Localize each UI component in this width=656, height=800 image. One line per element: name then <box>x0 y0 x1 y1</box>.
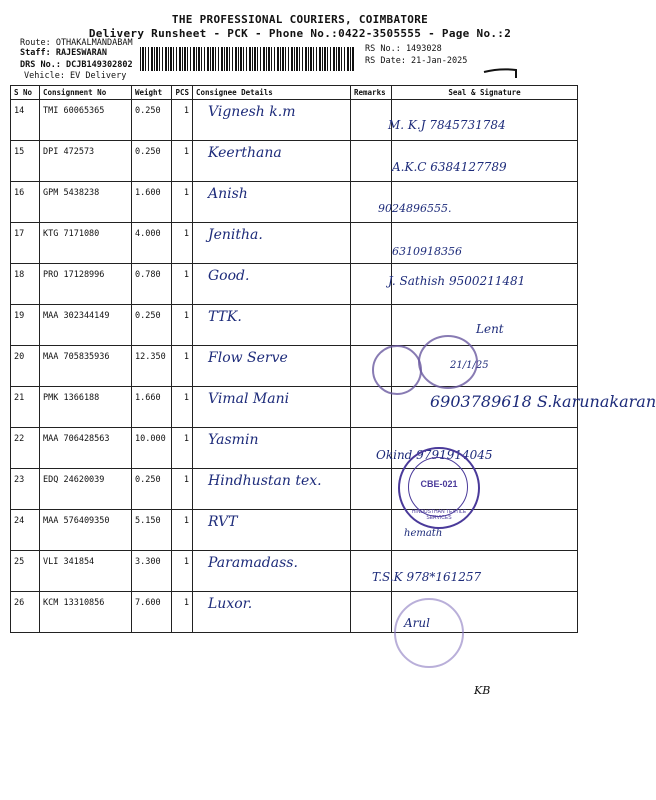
row-pcs: 1 <box>172 305 193 346</box>
runsheet-subtitle: Delivery Runsheet - PCK - Phone No.:0422-3505555 - Page No.:2 <box>88 27 512 40</box>
handwritten-consignee-name: Paramadass. <box>208 555 298 571</box>
row-weight: 10.000 <box>132 428 172 469</box>
row-consignment-no: VLI 341854 <box>40 551 132 592</box>
rs-date: RS Date: 21-Jan-2025 <box>365 56 468 66</box>
row-consignee <box>193 346 351 387</box>
drs-number: DRS No.: DCJB149302802 <box>20 60 133 70</box>
row-consignment-no: PMK 1366188 <box>40 387 132 428</box>
table-row <box>11 592 578 633</box>
row-pcs: 1 <box>172 592 193 633</box>
row-pcs: 1 <box>172 510 193 551</box>
row-weight: 0.250 <box>132 305 172 346</box>
row-consignee <box>193 141 351 182</box>
row-consignee <box>193 551 351 592</box>
row-consignee <box>193 510 351 551</box>
row-weight: 1.600 <box>132 182 172 223</box>
col-weight: Weight <box>132 86 172 100</box>
row-consignee <box>193 100 351 141</box>
row-consignment-no: TMI 60065365 <box>40 100 132 141</box>
handwritten-signature: Okind 9791914045 <box>376 448 493 462</box>
row-weight: 0.250 <box>132 141 172 182</box>
row-consignment-no: MAA 302344149 <box>40 305 132 346</box>
row-sno: 17 <box>11 223 40 264</box>
row-sno: 18 <box>11 264 40 305</box>
handwritten-signature: T.S.K 978*161257 <box>372 570 482 584</box>
row-consignee <box>193 428 351 469</box>
row-sno: 25 <box>11 551 40 592</box>
row-consignment-no: EDQ 24620039 <box>40 469 132 510</box>
handwritten-consignee-name: Hindhustan tex. <box>208 473 322 489</box>
handwritten-signature: hemath <box>404 528 443 539</box>
row-consignment-no: GPM 5438238 <box>40 182 132 223</box>
table-row <box>11 469 578 510</box>
row-pcs: 1 <box>172 264 193 305</box>
handwritten-signature: Arul <box>404 616 430 630</box>
handwritten-consignee-name: Jenitha. <box>208 227 263 243</box>
handwritten-consignee-name: Keerthana <box>208 145 282 161</box>
row-sno: 20 <box>11 346 40 387</box>
staff-label: Staff: RAJESWARAN <box>20 48 107 58</box>
row-remarks <box>351 264 392 305</box>
handwritten-arrow-mark <box>482 66 520 82</box>
col-remarks: Remarks <box>351 86 392 100</box>
row-remarks <box>351 469 392 510</box>
barcode <box>140 47 354 71</box>
handwritten-signature: 21/1/25 <box>450 360 489 371</box>
row-consignee <box>193 264 351 305</box>
row-pcs: 1 <box>172 100 193 141</box>
col-consignee: Consignee Details <box>193 86 351 100</box>
row-consignee <box>193 182 351 223</box>
route-label: Route: OTHAKALMANDABAM <box>20 38 133 48</box>
row-sno: 16 <box>11 182 40 223</box>
row-pcs: 1 <box>172 346 193 387</box>
handwritten-signature: 6310918356 <box>392 245 462 258</box>
footer-initials: KB <box>474 684 491 697</box>
row-consignment-no: MAA 706428563 <box>40 428 132 469</box>
row-remarks <box>351 592 392 633</box>
row-weight: 0.250 <box>132 469 172 510</box>
row-pcs: 1 <box>172 141 193 182</box>
row-pcs: 1 <box>172 223 193 264</box>
stamp-ring-text: HINDUSTHAN TEXTILE SERVICES <box>411 509 467 521</box>
handwritten-consignee-name: Yasmin <box>208 432 259 448</box>
handwritten-signature: Lent <box>476 322 504 336</box>
row-weight: 3.300 <box>132 551 172 592</box>
vehicle-label: Vehicle: EV Delivery <box>24 71 127 81</box>
handwritten-consignee-name: TTK. <box>208 309 242 325</box>
row-remarks <box>351 141 392 182</box>
handwritten-consignee-name: Good. <box>208 268 250 284</box>
col-consignment: Consignment No <box>40 86 132 100</box>
row-consignee <box>193 592 351 633</box>
row-remarks <box>351 223 392 264</box>
receiver-seal-stamp <box>418 335 478 389</box>
handwritten-consignee-name: Luxor. <box>208 596 253 612</box>
row-weight: 5.150 <box>132 510 172 551</box>
delivery-date-stamp <box>372 345 422 395</box>
row-pcs: 1 <box>172 387 193 428</box>
table-row <box>11 510 578 551</box>
handwritten-signature: M. K.J 7845731784 <box>388 118 506 132</box>
row-sno: 19 <box>11 305 40 346</box>
row-remarks <box>351 305 392 346</box>
table-row <box>11 182 578 223</box>
row-sno: 23 <box>11 469 40 510</box>
handwritten-consignee-name: Flow Serve <box>208 350 288 366</box>
handwritten-signature: 9024896555. <box>378 202 452 215</box>
row-consignment-no: MAA 705835936 <box>40 346 132 387</box>
handwritten-signature: A.K.C 6384127789 <box>392 160 507 174</box>
row-sno: 15 <box>11 141 40 182</box>
row-remarks <box>351 100 392 141</box>
row-weight: 12.350 <box>132 346 172 387</box>
handwritten-consignee-name: RVT <box>208 514 238 530</box>
row-remarks <box>351 510 392 551</box>
row-consignee <box>193 469 351 510</box>
row-consignment-no: DPI 472573 <box>40 141 132 182</box>
handwritten-consignee-name: Vignesh k.m <box>208 104 296 120</box>
table-row <box>11 551 578 592</box>
row-sno: 26 <box>11 592 40 633</box>
col-sno: S No <box>11 86 40 100</box>
row-sno: 22 <box>11 428 40 469</box>
row-remarks <box>351 387 392 428</box>
row-pcs: 1 <box>172 551 193 592</box>
row-weight: 4.000 <box>132 223 172 264</box>
company-title: THE PROFESSIONAL COURIERS, COIMBATORE <box>171 13 429 26</box>
handwritten-consignee-name: Vimal Mani <box>208 391 290 407</box>
company-seal-stamp <box>398 447 480 529</box>
row-consignee <box>193 305 351 346</box>
row-weight: 7.600 <box>132 592 172 633</box>
row-consignment-no: MAA 576409350 <box>40 510 132 551</box>
row-weight: 0.250 <box>132 100 172 141</box>
row-consignment-no: PRO 17128996 <box>40 264 132 305</box>
row-pcs: 1 <box>172 182 193 223</box>
handwritten-signature: J. Sathish 9500211481 <box>388 274 526 288</box>
row-consignment-no: KTG 7171080 <box>40 223 132 264</box>
row-pcs: 1 <box>172 428 193 469</box>
row-sno: 21 <box>11 387 40 428</box>
row-weight: 1.660 <box>132 387 172 428</box>
row-consignment-no: KCM 13310856 <box>40 592 132 633</box>
handwritten-consignee-name: Anish <box>208 186 248 202</box>
rs-number: RS No.: 1493028 <box>365 44 442 54</box>
row-pcs: 1 <box>172 469 193 510</box>
table-header-row <box>11 86 578 100</box>
col-pcs: PCS <box>172 86 193 100</box>
table-row <box>11 223 578 264</box>
row-sno: 24 <box>11 510 40 551</box>
faded-seal-stamp <box>394 598 464 668</box>
handwritten-signature: 6903789618 S.karunakaran <box>430 392 656 411</box>
row-weight: 0.780 <box>132 264 172 305</box>
stamp-center-text: CBE-021 <box>420 479 458 489</box>
row-consignee <box>193 387 351 428</box>
col-seal-signature: Seal & Signature <box>392 86 578 100</box>
table-row <box>11 346 578 387</box>
row-consignee <box>193 223 351 264</box>
row-sno: 14 <box>11 100 40 141</box>
